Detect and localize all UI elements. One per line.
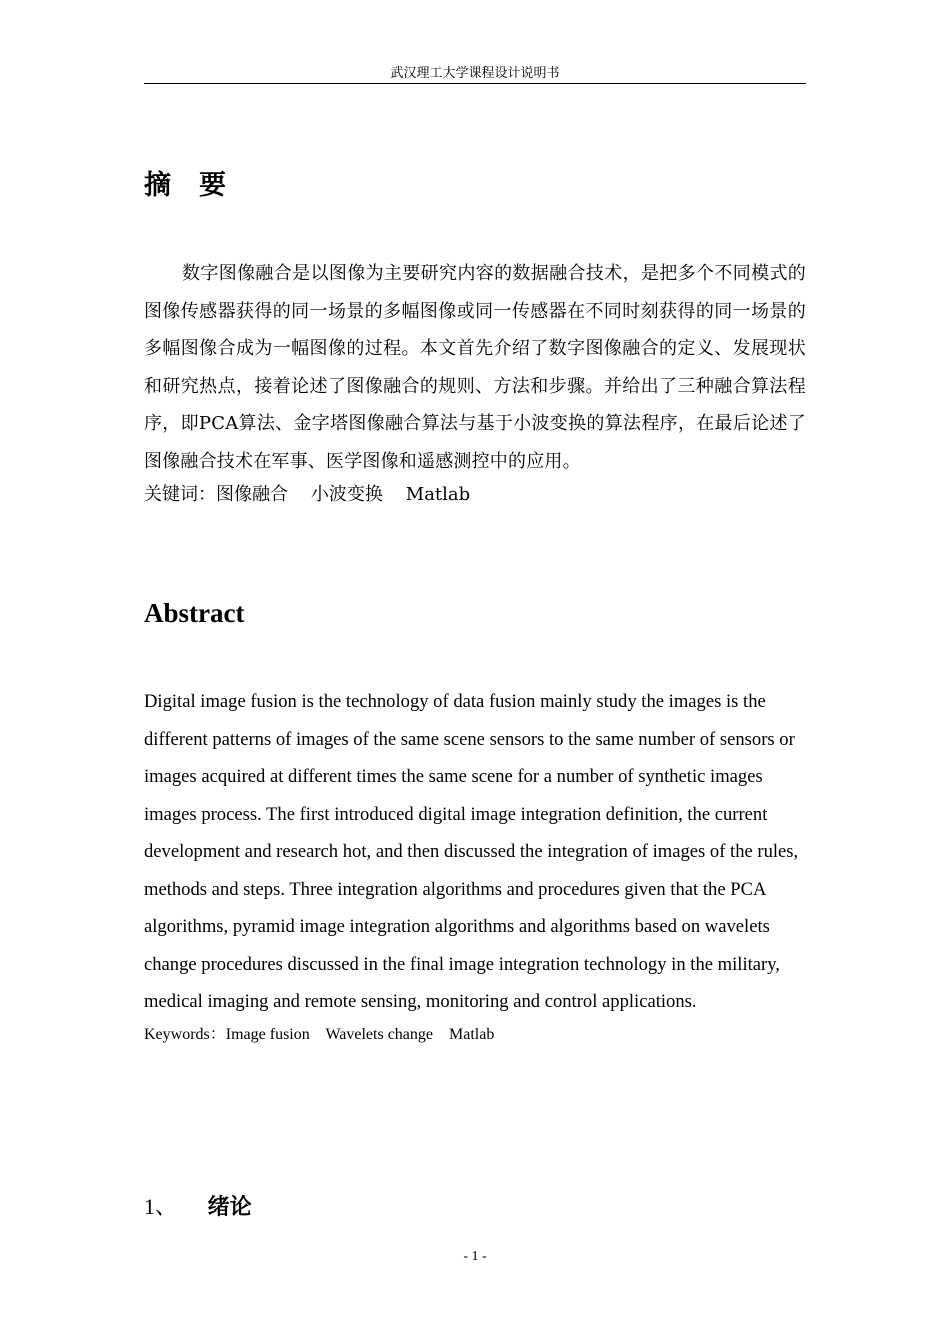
- running-header: 武汉理工大学课程设计说明书: [390, 66, 560, 81]
- page-number: - 1 -: [463, 1249, 487, 1264]
- english-abstract-body: Digital image fusion is the technology of data fusion mainly study the images is the different patterns of images of the same scene sensors to the same number of sensors or images acquired at different times the same scene for a number of synthetic images images process. The first introduced digital image integration definition, the current development and research hot, and then discussed the integration of images of the rules, methods and steps. Three integration algorithms and procedures given that the PCA algorithms, pyramid image integration algorithms and algorithms based on wavelets change procedures discussed in the final image integration technology in the military, medical imaging and remote sensing, monitoring and control applications.: [144, 691, 799, 1012]
- english-abstract-heading: Abstract: [144, 598, 245, 628]
- chinese-abstract-body: 数字图像融合是以图像为主要研究内容的数据融合技术，是把多个不同模式的图像传感器获得的同一场景的多幅图像或同一传感器在不同时刻获得的同一场景的多幅图像合成为一幅图像的过程。本文首先介绍了数字图像融合的定义、发展现状和研究热点，接着论述了图像融合的规则、方法和步骤。并给出了三种融合算法程序，即PCA算法、金字塔图像融合算法与基于小波变换的算法程序，在最后论述了图像融合技术在军事、医学图像和遥感测控中的应用。: [144, 263, 806, 472]
- chinese-abstract-heading: 摘要: [144, 170, 254, 201]
- section-heading: [144, 1191, 252, 1224]
- header-divider: [144, 83, 806, 84]
- chinese-keywords: 关键词：图像融合 小波变换 Matlab: [144, 484, 471, 505]
- section-title: 绪论: [207, 1195, 252, 1220]
- english-keywords: Keywords：Image fusion Wavelets change Matlab: [144, 1026, 495, 1043]
- section-number: 1、: [144, 1194, 178, 1219]
